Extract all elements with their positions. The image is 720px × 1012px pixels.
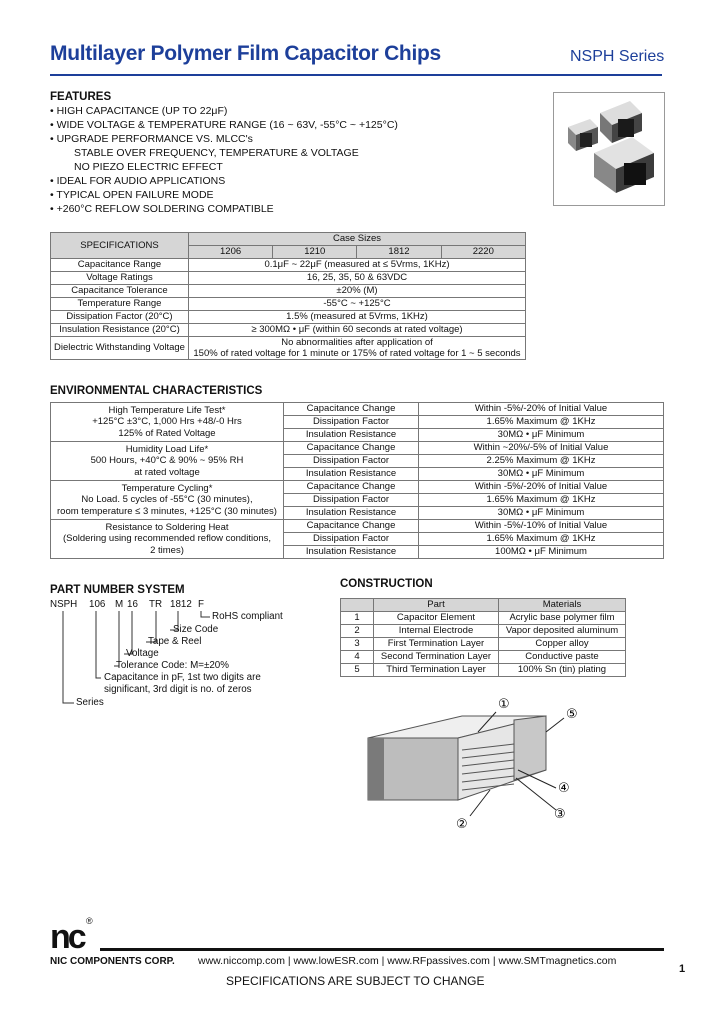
env-test-line: Temperature Cycling*: [121, 482, 213, 494]
large-chip-image: [594, 137, 654, 193]
spec-value: 1.5% (measured at 5Vrms, 1KHz): [188, 311, 525, 324]
con-header: Materials: [499, 599, 626, 612]
footer-links[interactable]: www.niccomp.com | www.lowESR.com | www.RFpassives.com | www.SMTmagnetics.com: [198, 955, 617, 967]
environmental-table: [50, 402, 664, 559]
small-chip-image: [568, 119, 598, 151]
con-part: Third Termination Layer: [374, 664, 499, 677]
env-test-line: 500 Hours, +40°C & 90% ~ 95% RH: [90, 455, 244, 467]
env-parameter: Capacitance Change: [284, 403, 419, 416]
pn-code: M: [115, 599, 124, 610]
env-parameter: Insulation Resistance: [284, 507, 419, 520]
env-requirement: 1.65% Maximum @ 1KHz: [419, 494, 664, 507]
pn-code: 16: [127, 599, 138, 610]
con-material: 100% Sn (tin) plating: [499, 664, 626, 677]
callout-3: ③: [554, 807, 566, 822]
env-parameter: Capacitance Change: [284, 481, 419, 494]
env-requirement: Within -5%/-20% of Initial Value: [419, 403, 664, 416]
company-name: NIC COMPONENTS CORP.: [50, 956, 175, 967]
environmental-heading: ENVIRONMENTAL CHARACTERISTICS: [50, 385, 263, 397]
pn-label: Tolerance Code: M=±20%: [116, 660, 229, 671]
spec-label: Dielectric Withstanding Voltage: [51, 337, 189, 360]
env-requirement: 1.65% Maximum @ 1KHz: [419, 416, 664, 429]
change-notice: SPECIFICATIONS ARE SUBJECT TO CHANGE: [226, 974, 485, 988]
env-requirement: 1.65% Maximum @ 1KHz: [419, 533, 664, 546]
nic-logo: [50, 916, 98, 956]
con-num: 1: [341, 612, 374, 625]
feature-item: • IDEAL FOR AUDIO APPLICATIONS: [50, 175, 226, 187]
spec-row: [51, 285, 526, 298]
env-parameter: Capacitance Change: [284, 520, 419, 533]
medium-chip-image: [600, 101, 642, 143]
spec-row: [51, 337, 526, 360]
env-test-condition: [51, 481, 284, 520]
env-parameter: Dissipation Factor: [284, 533, 419, 546]
spec-label: Dissipation Factor (20°C): [51, 311, 189, 324]
con-num: 4: [341, 651, 374, 664]
env-requirement: Within -5%/-20% of Initial Value: [419, 481, 664, 494]
pn-code: NSPH: [50, 599, 78, 610]
env-test-line: 2 times): [150, 544, 184, 556]
env-requirement: 30MΩ • μF Minimum: [419, 468, 664, 481]
title-rule: [50, 74, 662, 76]
env-requirement: Within -5%/-10% of Initial Value: [419, 520, 664, 533]
feature-subitem: NO PIEZO ELECTRIC EFFECT: [74, 161, 223, 173]
env-parameter: Insulation Resistance: [284, 429, 419, 442]
pn-code: F: [198, 599, 204, 610]
env-test-line: High Temperature Life Test*: [108, 404, 226, 416]
construction-heading: CONSTRUCTION: [340, 578, 433, 590]
con-num: 3: [341, 638, 374, 651]
con-blank-header: [341, 599, 374, 612]
spec-value: -55°C ~ +125°C: [188, 298, 525, 311]
env-test-line: Humidity Load Life*: [125, 443, 209, 455]
feature-item: • WIDE VOLTAGE & TEMPERATURE RANGE (16 ~ 63V, -55°C ~ +125°C): [50, 119, 398, 131]
feature-subitem: STABLE OVER FREQUENCY, TEMPERATURE & VOLTAGE: [74, 147, 359, 159]
callout-4: ④: [558, 781, 570, 796]
case-size: 1210: [273, 246, 357, 259]
con-material: Acrylic base polymer film: [499, 612, 626, 625]
con-row: [341, 625, 626, 638]
spec-label: Voltage Ratings: [51, 272, 189, 285]
callout-2: ②: [456, 817, 468, 832]
spec-value: 0.1μF ~ 22μF (measured at ≤ 5Vrms, 1KHz): [188, 259, 525, 272]
env-parameter: Dissipation Factor: [284, 494, 419, 507]
construction-table: [340, 598, 626, 677]
spec-value: 16, 25, 35, 50 & 63VDC: [188, 272, 525, 285]
feature-item: • HIGH CAPACITANCE (UP TO 22μF): [50, 105, 228, 117]
specifications-table: [50, 232, 526, 360]
case-size: 1812: [357, 246, 441, 259]
spec-value: ±20% (M): [188, 285, 525, 298]
env-test-line: No Load. 5 cycles of -55°C (30 minutes),: [81, 494, 253, 506]
con-row: [341, 638, 626, 651]
env-requirement: 100MΩ • μF Minimum: [419, 546, 664, 559]
spec-value: [188, 337, 525, 360]
footer-rule: [100, 948, 664, 951]
features-list: [50, 90, 398, 216]
page-number: 1: [679, 963, 686, 975]
part-number-heading: PART NUMBER SYSTEM: [50, 584, 185, 596]
env-row: [51, 442, 664, 455]
con-row: [341, 651, 626, 664]
pn-label: Size Code: [173, 624, 219, 635]
con-material: Vapor deposited aluminum: [499, 625, 626, 638]
termination-left: [368, 738, 384, 800]
con-part: Capacitor Element: [374, 612, 499, 625]
con-num: 5: [341, 664, 374, 677]
env-parameter: Dissipation Factor: [284, 416, 419, 429]
env-test-condition: [51, 520, 284, 559]
case-sizes-header: Case Sizes: [188, 233, 525, 246]
pn-code: TR: [149, 599, 163, 610]
dwv-line: 150% of rated voltage for 1 minute or 175% of rated voltage for 1 ~ 5 seconds: [193, 348, 521, 359]
case-size: 1206: [188, 246, 272, 259]
series-label: NSPH Series: [570, 48, 665, 65]
callout-5: ⑤: [566, 707, 578, 722]
con-material: Copper alloy: [499, 638, 626, 651]
registered-mark: ®: [86, 916, 93, 926]
spec-label: Capacitance Range: [51, 259, 189, 272]
env-test-condition: [51, 442, 284, 481]
env-test-line: room temperature ≤ 3 minutes, +125°C (30 minutes): [57, 505, 277, 517]
spec-header: SPECIFICATIONS: [51, 233, 189, 259]
con-part: First Termination Layer: [374, 638, 499, 651]
capacitor-chips-photo: [553, 92, 665, 206]
env-test-line: Resistance to Soldering Heat: [105, 521, 229, 533]
part-number-diagram: [50, 599, 310, 724]
con-part: Second Termination Layer: [374, 651, 499, 664]
feature-item: • +260°C REFLOW SOLDERING COMPATIBLE: [50, 203, 274, 215]
env-parameter: Dissipation Factor: [284, 455, 419, 468]
spec-row: [51, 311, 526, 324]
spec-row: [51, 272, 526, 285]
con-num: 2: [341, 625, 374, 638]
case-size: 2220: [441, 246, 525, 259]
pn-label: Tape & Reel: [148, 636, 202, 647]
env-test-line: (Soldering using recommended reflow conditions,: [62, 533, 272, 545]
pn-label: RoHS compliant: [212, 611, 283, 622]
dwv-line: No abnormalities after application of: [281, 337, 433, 348]
spec-label: Insulation Resistance (20°C): [51, 324, 189, 337]
env-requirement: 2.25% Maximum @ 1KHz: [419, 455, 664, 468]
con-material: Conductive paste: [499, 651, 626, 664]
pn-code: 106: [89, 599, 106, 610]
spec-label: Temperature Range: [51, 298, 189, 311]
env-test-condition: [51, 403, 284, 442]
callout-1: ①: [498, 697, 510, 712]
pn-label: significant, 3rd digit is no. of zeros: [104, 684, 252, 695]
env-parameter: Insulation Resistance: [284, 468, 419, 481]
env-requirement: 30MΩ • μF Minimum: [419, 507, 664, 520]
env-row: [51, 481, 664, 494]
pn-label: Capacitance in pF, 1st two digits are: [104, 672, 261, 683]
env-row: [51, 520, 664, 533]
env-requirement: Within ~20%/-5% of Initial Value: [419, 442, 664, 455]
pn-label: Voltage: [126, 648, 159, 659]
features-heading: FEATURES: [50, 91, 112, 103]
spec-value: ≥ 300MΩ • μF (within 60 seconds at rated voltage): [188, 324, 525, 337]
env-requirement: 30MΩ • μF Minimum: [419, 429, 664, 442]
spec-row: [51, 298, 526, 311]
con-part: Internal Electrode: [374, 625, 499, 638]
spec-row: [51, 259, 526, 272]
construction-diagram: [350, 692, 600, 832]
spec-row: [51, 324, 526, 337]
con-header: Part: [374, 599, 499, 612]
spec-label: Capacitance Tolerance: [51, 285, 189, 298]
feature-item: • UPGRADE PERFORMANCE VS. MLCC's: [50, 133, 253, 145]
env-test-line: +125°C ±3°C, 1,000 Hrs +48/-0 Hrs: [92, 416, 242, 428]
env-row: [51, 403, 664, 416]
pn-label: Series: [76, 697, 104, 708]
env-parameter: Capacitance Change: [284, 442, 419, 455]
logo-text: nc: [50, 918, 84, 956]
con-row: [341, 612, 626, 625]
env-parameter: Insulation Resistance: [284, 546, 419, 559]
env-test-line: 125% of Rated Voltage: [118, 427, 216, 439]
pn-code: 1812: [170, 599, 192, 610]
env-test-line: at rated voltage: [134, 466, 200, 478]
feature-item: • TYPICAL OPEN FAILURE MODE: [50, 189, 214, 201]
con-row: [341, 664, 626, 677]
page-title: Multilayer Polymer Film Capacitor Chips: [50, 42, 441, 65]
